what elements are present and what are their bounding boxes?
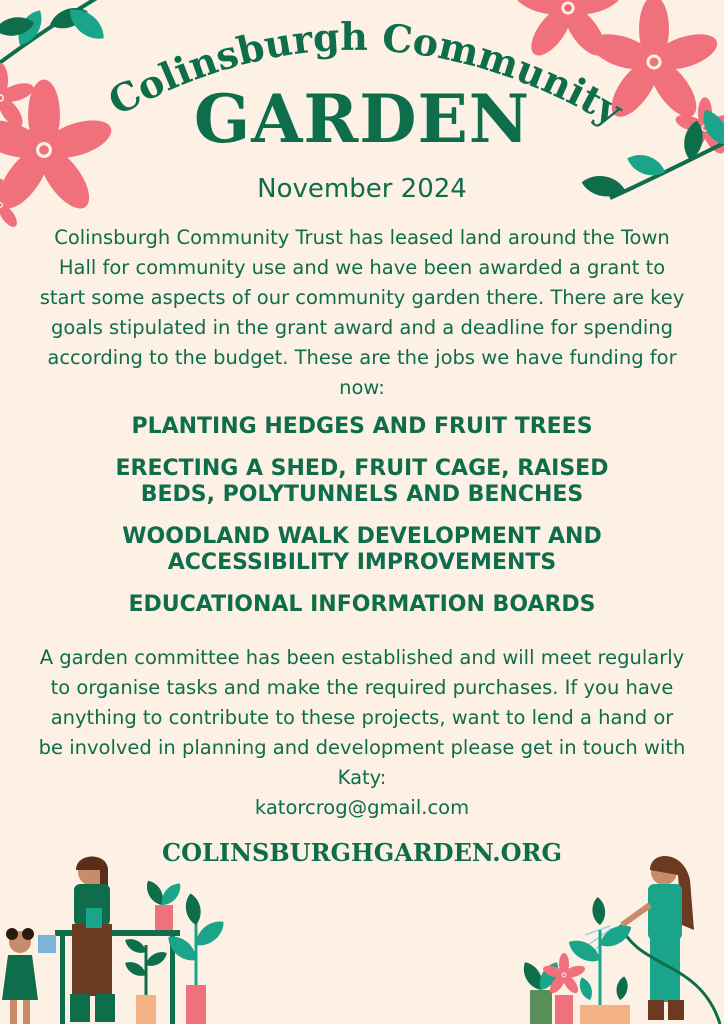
- date: November 2024: [257, 174, 467, 204]
- job-item: [0, 524, 724, 576]
- job-item: [0, 414, 724, 440]
- arc-title-text: Colinsburgh Community: [100, 13, 630, 135]
- potted-plant-icon: [123, 878, 229, 1024]
- outro-paragraph: [36, 643, 688, 823]
- website-url: COLINSBURGHGARDEN.ORG: [162, 838, 562, 867]
- jobs-list: [0, 414, 724, 634]
- job-item: [0, 456, 724, 508]
- job-line: ACCESSIBILITY IMPROVEMENTS: [167, 550, 557, 575]
- potted-plant-icon: [519, 897, 635, 1024]
- job-item: [0, 592, 724, 618]
- main-title: GARDEN: [193, 80, 531, 158]
- child-illustration: [2, 928, 56, 1024]
- job-line: BEDS, POLYTUNNELS AND BENCHES: [140, 482, 584, 507]
- job-line: ERECTING A SHED, FRUIT CAGE, RAISED: [115, 456, 609, 481]
- job-line: PLANTING HEDGES AND FRUIT TREES: [131, 414, 593, 439]
- job-line: EDUCATIONAL INFORMATION BOARDS: [128, 592, 596, 617]
- contact-email: katorcrog@gmail.com: [254, 796, 470, 819]
- gardener-illustration: [55, 857, 180, 1024]
- intro-paragraph: Colinsburgh Community Trust has leased land around the Town Hall for community use and we have been awarded a grant to start some aspects of our community garden there. There are key goals stipulated in the grant award and a deadline for spending according to the budget. These are the jobs we have funding for now:: [39, 226, 685, 399]
- outro-text: A garden committee has been established and will meet regularly to organise tasks and make the required purchases. If you have anything to contribute to these projects, want to lend a hand or be involved in planning and development please get in touch with Katy:: [38, 646, 686, 789]
- job-line: WOODLAND WALK DEVELOPMENT AND: [122, 524, 602, 549]
